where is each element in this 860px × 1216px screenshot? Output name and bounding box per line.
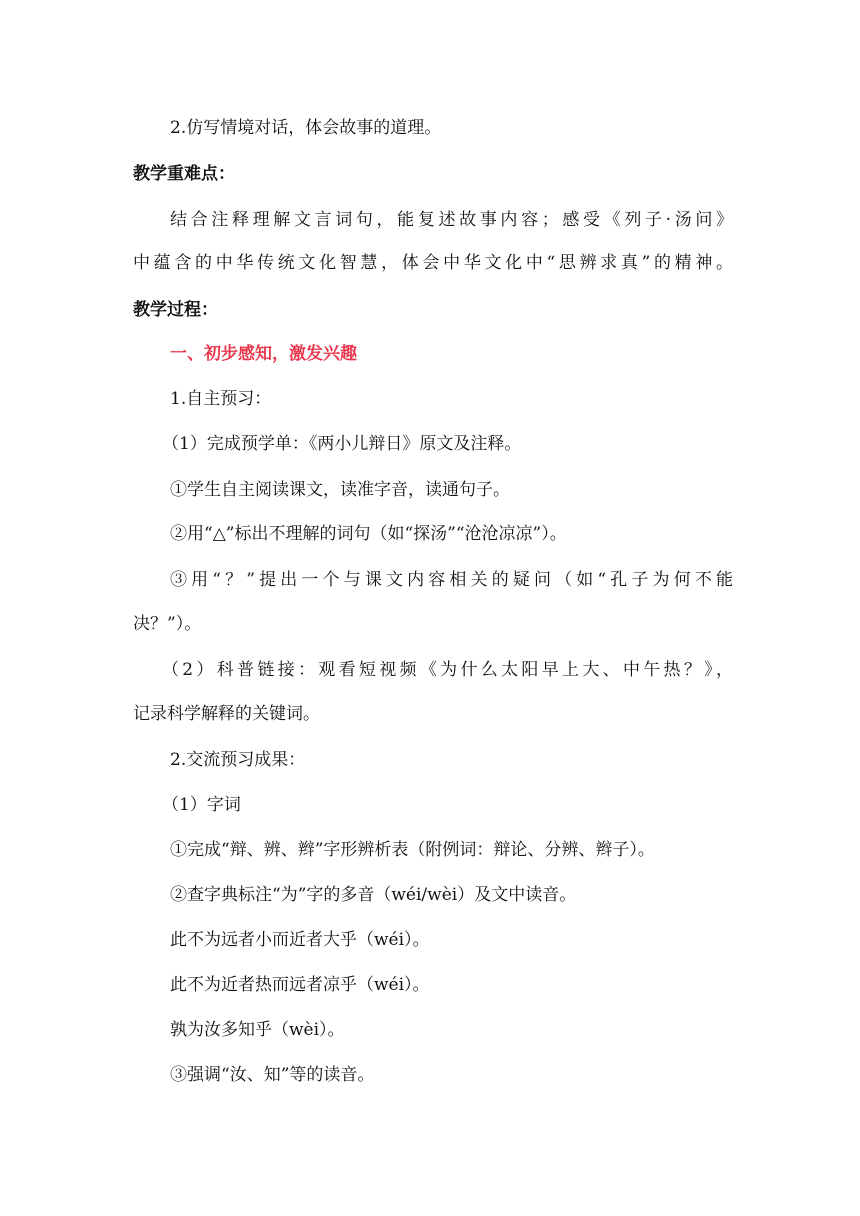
- step-2: 2.交流预习成果：: [170, 750, 306, 770]
- example-sentence-3: 孰为汝多知乎（wèi）。: [170, 1020, 345, 1040]
- step-1-1-b: ②用“△”标出不理解的词句（如“探汤”“沧沧凉凉”）。: [170, 524, 567, 544]
- step-1-2-line-2: 记录科学解释的关键词。: [133, 704, 320, 724]
- key-points-line-2: 中蕴含的中华传统文化智慧，体会中华文化中“思辨求真”的精神。: [133, 253, 733, 273]
- teaching-goal-2: 2.仿写情境对话，体会故事的道理。: [170, 118, 442, 138]
- example-sentence-1: 此不为远者小而近者大乎（wéi）。: [170, 930, 430, 950]
- step-2-1: （1）字词: [162, 795, 241, 815]
- step-1-1-c-line-1: ③用“？”提出一个与课文内容相关的疑问（如“孔子为何不能: [170, 570, 733, 590]
- step-1-1-c-line-2: 决？”）。: [133, 614, 202, 634]
- step-2-1-c: ③强调“汝、知”等的读音。: [170, 1065, 375, 1085]
- key-points-line-1: 结合注释理解文言词句，能复述故事内容；感受《列子·汤问》: [170, 210, 733, 230]
- step-1-1: （1）完成预学单：《两小儿辩日》原文及注释。: [162, 434, 522, 454]
- section-1-title: 一、初步感知，激发兴趣: [170, 344, 357, 364]
- step-1-2-line-1: （2）科普链接：观看短视频《为什么太阳早上大、中午热？》，: [162, 660, 733, 680]
- step-1-1-a: ①学生自主阅读课文，读准字音，读通句子。: [170, 480, 510, 500]
- step-2-1-b: ②查字典标注“为”字的多音（wéi/wèi）及文中读音。: [170, 885, 577, 905]
- process-heading: 教学过程：: [133, 300, 218, 320]
- step-1: 1.自主预习：: [170, 389, 272, 409]
- step-2-1-a: ①完成“辩、辨、辫”字形辨析表（附例词：辩论、分辨、辫子）。: [170, 840, 655, 860]
- example-sentence-2: 此不为近者热而远者凉乎（wéi）。: [170, 975, 430, 995]
- key-points-heading: 教学重难点：: [133, 164, 235, 184]
